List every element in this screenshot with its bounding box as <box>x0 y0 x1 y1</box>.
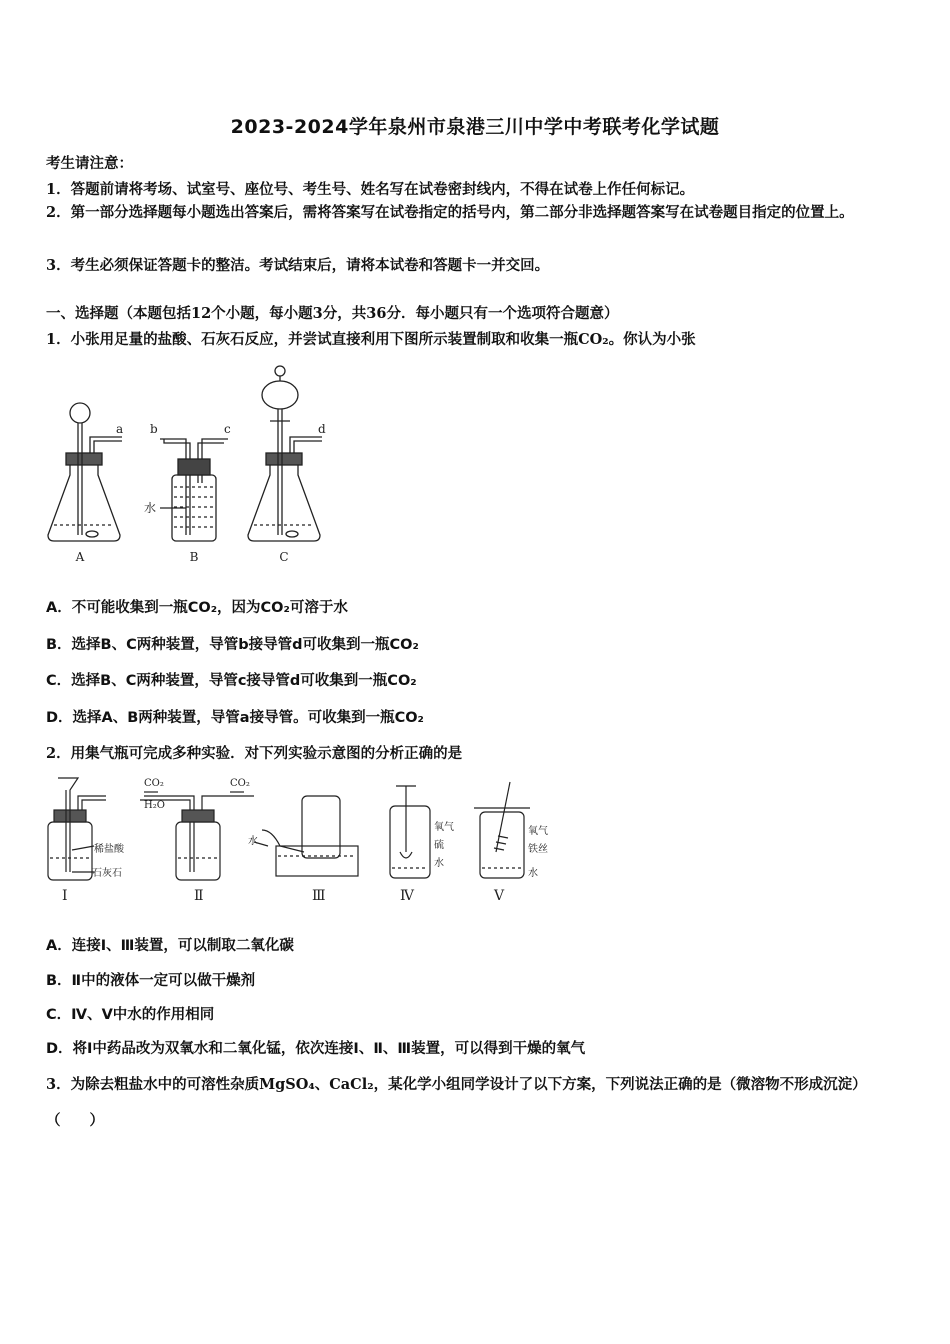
label-b-tube: b <box>150 422 158 436</box>
label-acid: 稀盐酸 <box>94 844 124 855</box>
notice-item-1: 1．答题前请将考场、试室号、座位号、考生号、姓名写在试卷密封线内，不得在试卷上作任何标记。 <box>46 181 695 198</box>
label-water-v: 水 <box>528 868 538 879</box>
question-2-option-b[interactable]: B．Ⅱ中的液体一定可以做干燥剂 <box>46 973 256 989</box>
question-2-option-a[interactable]: A．连接Ⅰ、Ⅲ装置，可以制取二氧化碳 <box>46 938 294 954</box>
question-1-option-d[interactable]: D．选择A、B两种装置，导管a接导管。可收集到一瓶CO₂ <box>46 710 424 726</box>
label-co2-in: CO₂ <box>144 778 164 789</box>
label-co2-out: CO₂ <box>230 778 250 789</box>
label-iron-wire: 铁丝 <box>528 844 548 855</box>
roman-iii: Ⅲ <box>312 888 326 904</box>
label-water: 水 <box>144 501 157 515</box>
question-2-figure <box>40 772 560 912</box>
notice-item-3: 3．考生必须保证答题卡的整洁。考试结束后，请将本试卷和答题卡一并交回。 <box>46 257 550 274</box>
apparatus-iv <box>390 786 430 878</box>
label-sulfur: 硫 <box>434 840 444 851</box>
apparatus-b <box>160 439 228 541</box>
label-c-tube: c <box>224 422 231 436</box>
label-limestone: 石灰石 <box>92 868 122 879</box>
question-1-stem: 1．小张用足量的盐酸、石灰石反应，并尝试直接利用下图所示装置制取和收集一瓶CO₂。你认为小张 <box>46 331 696 348</box>
label-b-upper: B <box>189 550 199 564</box>
apparatus-a <box>48 403 122 541</box>
roman-v: Ⅴ <box>494 888 505 904</box>
question-1-figure <box>40 355 360 570</box>
label-c-upper: C <box>279 550 289 564</box>
label-a-upper: A <box>75 550 85 564</box>
question-3-stem: 3．为除去粗盐水中的可溶性杂质MgSO₄、CaCl₂，某化学小组同学设计了以下方案，下列说法正确的是（微溶物不形成沉淀）（ ） <box>46 1076 867 1129</box>
page-title: 2023-2024学年泉州市泉港三川中学中考联考化学试题 <box>230 116 720 138</box>
notice-item-2: 2．第一部分选择题每小题选出答案后，需将答案写在试卷指定的括号内，第二部分非选择题答案写在试卷题目指定的位置上。 <box>46 204 854 221</box>
question-1-option-c[interactable]: C．选择B、C两种装置，导管c接导管d可收集到一瓶CO₂ <box>46 673 417 689</box>
question-1-option-a[interactable]: A．不可能收集到一瓶CO₂，因为CO₂可溶于水 <box>46 600 348 616</box>
label-water-iv: 水 <box>434 858 444 869</box>
apparatus-iii <box>254 796 358 876</box>
label-water-iii: 水 <box>248 836 258 847</box>
roman-ii: Ⅱ <box>194 888 204 904</box>
question-2-stem: 2．用集气瓶可完成多种实验．对下列实验示意图的分析正确的是 <box>46 745 463 762</box>
label-d-tube: d <box>318 422 326 436</box>
label-oxygen-v: 氧气 <box>528 826 548 837</box>
notice-heading: 考生请注意： <box>46 155 133 172</box>
section-heading: 一、选择题（本题包括12个小题，每小题3分，共36分．每小题只有一个选项符合题意） <box>46 305 619 322</box>
apparatus-i <box>48 778 106 880</box>
roman-iv: Ⅳ <box>400 888 414 904</box>
label-h2o: H₂O <box>144 800 165 811</box>
question-2-option-c[interactable]: C．Ⅳ、Ⅴ中水的作用相同 <box>46 1007 215 1023</box>
question-1-option-b[interactable]: B．选择B、C两种装置，导管b接导管d可收集到一瓶CO₂ <box>46 637 419 653</box>
apparatus-c <box>248 366 322 541</box>
label-a-tube: a <box>116 422 124 436</box>
apparatus-v <box>474 782 530 878</box>
roman-i: Ⅰ <box>62 888 68 904</box>
label-oxygen-iv: 氧气 <box>434 822 454 833</box>
question-2-option-d[interactable]: D．将Ⅰ中药品改为双氧水和二氧化锰，依次连接Ⅰ、Ⅱ、Ⅲ装置，可以得到干燥的氧气 <box>46 1041 586 1057</box>
